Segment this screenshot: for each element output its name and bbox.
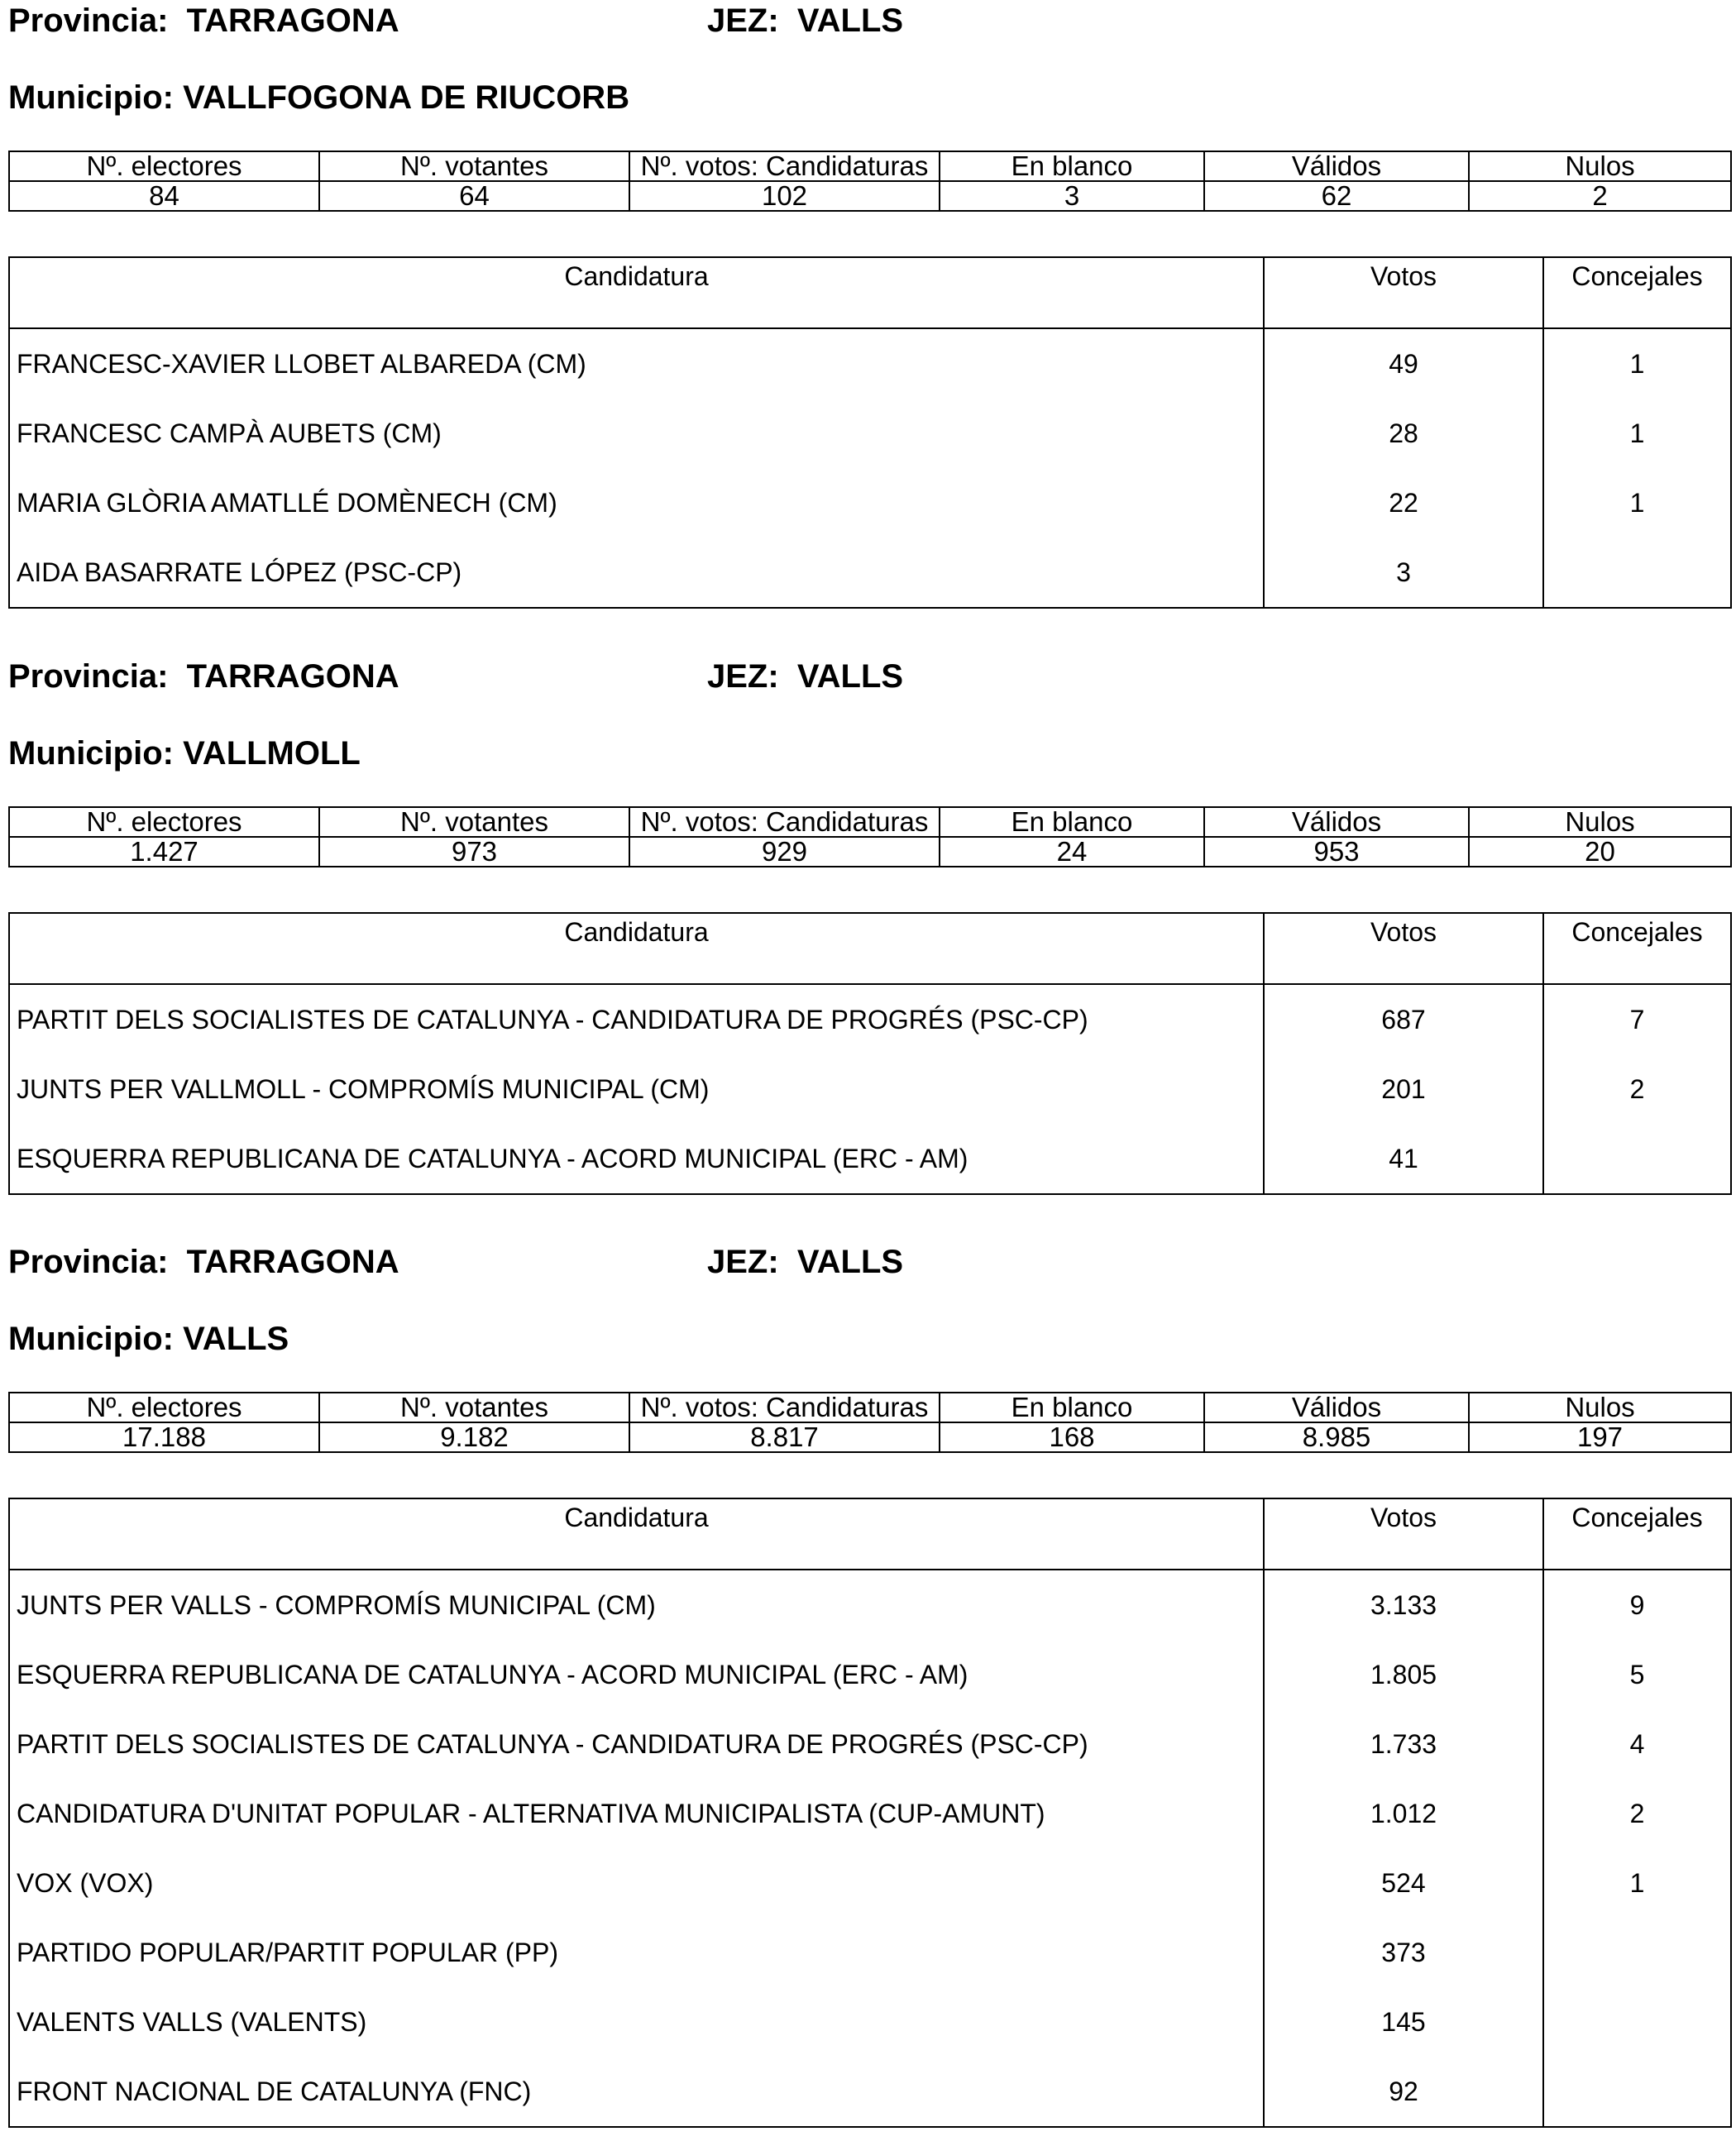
candidate-name: PARTIDO POPULAR/PARTIT POPULAR (PP) — [9, 1918, 1264, 1987]
table-row — [9, 468, 1731, 538]
candidate-votos: 201 — [1264, 1054, 1543, 1124]
validos-value: 953 — [1204, 837, 1469, 867]
stats-header-row — [9, 807, 1731, 837]
candidate-votos: 22 — [1264, 468, 1543, 538]
candidate-concejales — [1543, 1987, 1731, 2057]
candidate-name: MARIA GLÒRIA AMATLLÉ DOMÈNECH (CM) — [9, 468, 1264, 538]
en-blanco-value: 3 — [940, 181, 1204, 211]
votantes-value: 64 — [319, 181, 629, 211]
candidate-concejales: 9 — [1543, 1570, 1731, 1640]
table-row — [9, 1054, 1731, 1124]
validos-header: Válidos — [1204, 151, 1469, 181]
nulos-header: Nulos — [1469, 151, 1731, 181]
candidate-name: ESQUERRA REPUBLICANA DE CATALUNYA - ACORD MUNICIPAL (ERC - AM) — [9, 1640, 1264, 1709]
votos-candidaturas-value: 929 — [629, 837, 940, 867]
candidate-votos: 49 — [1264, 328, 1543, 399]
candidate-votos: 1.012 — [1264, 1779, 1543, 1848]
candidate-name: JUNTS PER VALLMOLL - COMPROMÍS MUNICIPAL (CM) — [9, 1054, 1264, 1124]
candidate-name: VALENTS VALLS (VALENTS) — [9, 1987, 1264, 2057]
candidate-name: FRONT NACIONAL DE CATALUNYA (FNC) — [9, 2057, 1264, 2127]
provincia-line — [8, 1241, 399, 1283]
provincia-line — [8, 0, 399, 41]
provincia-label: Provincia: — [8, 1244, 169, 1280]
candidate-concejales: 1 — [1543, 1848, 1731, 1918]
candidate-votos: 41 — [1264, 1124, 1543, 1194]
stats-header-row — [9, 1393, 1731, 1422]
provincia-value: TARRAGONA — [186, 658, 399, 695]
en-blanco-header: En blanco — [940, 151, 1204, 181]
votos-header: Votos — [1264, 1498, 1543, 1570]
concejales-header: Concejales — [1543, 1498, 1731, 1570]
stats-header-row — [9, 151, 1731, 181]
candidate-votos: 3 — [1264, 538, 1543, 608]
candidate-concejales: 1 — [1543, 399, 1731, 468]
municipio-section — [8, 1241, 1730, 2141]
candidate-votos: 687 — [1264, 984, 1543, 1054]
table-row — [9, 1570, 1731, 1640]
nulos-value: 20 — [1469, 837, 1731, 867]
candidate-concejales: 5 — [1543, 1640, 1731, 1709]
electores-value: 84 — [9, 181, 319, 211]
nulos-header: Nulos — [1469, 1393, 1731, 1422]
jez-label: JEZ: — [707, 2, 779, 39]
candidate-votos: 1.733 — [1264, 1709, 1543, 1779]
table-row — [9, 1779, 1731, 1848]
candidate-name: PARTIT DELS SOCIALISTES DE CATALUNYA - CANDIDATURA DE PROGRÉS (PSC-CP) — [9, 1709, 1264, 1779]
stats-value-row — [9, 1422, 1731, 1452]
candidate-votos: 524 — [1264, 1848, 1543, 1918]
votantes-header: Nº. votantes — [319, 807, 629, 837]
votos-candidaturas-header: Nº. votos: Candidaturas — [629, 151, 940, 181]
validos-value: 8.985 — [1204, 1422, 1469, 1452]
municipio-line — [8, 733, 361, 774]
jez-line — [707, 1241, 903, 1283]
votos-candidaturas-header: Nº. votos: Candidaturas — [629, 807, 940, 837]
candidatura-header: Candidatura — [9, 913, 1264, 984]
stats-table — [8, 806, 1732, 867]
jez-value: VALLS — [796, 2, 904, 39]
candidate-concejales: 1 — [1543, 328, 1731, 399]
candidate-name: CANDIDATURA D'UNITAT POPULAR - ALTERNATIVA MUNICIPALISTA (CUP-AMUNT) — [9, 1779, 1264, 1848]
candidate-votos: 28 — [1264, 399, 1543, 468]
votos-candidaturas-header: Nº. votos: Candidaturas — [629, 1393, 940, 1422]
candidate-concejales: 2 — [1543, 1054, 1731, 1124]
votos-header: Votos — [1264, 257, 1543, 328]
candidate-name: PARTIT DELS SOCIALISTES DE CATALUNYA - CANDIDATURA DE PROGRÉS (PSC-CP) — [9, 984, 1264, 1054]
provincia-value: TARRAGONA — [186, 1244, 399, 1280]
municipio-value: VALLFOGONA DE RIUCORB — [183, 79, 630, 116]
nulos-header: Nulos — [1469, 807, 1731, 837]
provincia-value: TARRAGONA — [186, 2, 399, 39]
candidate-concejales — [1543, 538, 1731, 608]
municipio-section — [8, 656, 1730, 1197]
votantes-header: Nº. votantes — [319, 151, 629, 181]
electores-value: 17.188 — [9, 1422, 319, 1452]
candidates-header-row — [9, 913, 1731, 984]
candidate-name: ESQUERRA REPUBLICANA DE CATALUNYA - ACORD MUNICIPAL (ERC - AM) — [9, 1124, 1264, 1194]
candidates-table — [8, 1498, 1732, 2128]
en-blanco-header: En blanco — [940, 807, 1204, 837]
candidate-votos: 3.133 — [1264, 1570, 1543, 1640]
electores-header: Nº. electores — [9, 151, 319, 181]
provincia-line — [8, 656, 399, 697]
candidatura-header: Candidatura — [9, 1498, 1264, 1570]
candidate-name: FRANCESC CAMPÀ AUBETS (CM) — [9, 399, 1264, 468]
candidate-votos: 145 — [1264, 1987, 1543, 2057]
table-row — [9, 328, 1731, 399]
candidate-votos: 373 — [1264, 1918, 1543, 1987]
votos-candidaturas-value: 102 — [629, 181, 940, 211]
candidatura-header: Candidatura — [9, 257, 1264, 328]
table-row — [9, 399, 1731, 468]
municipio-line — [8, 77, 629, 118]
candidates-table — [8, 912, 1732, 1195]
candidates-table — [8, 256, 1732, 609]
municipio-section — [8, 0, 1730, 612]
stats-table — [8, 151, 1732, 212]
table-row — [9, 1709, 1731, 1779]
candidate-name: AIDA BASARRATE LÓPEZ (PSC-CP) — [9, 538, 1264, 608]
validos-header: Válidos — [1204, 807, 1469, 837]
table-row — [9, 1987, 1731, 2057]
municipio-value: VALLMOLL — [183, 735, 361, 772]
table-row — [9, 538, 1731, 608]
candidate-concejales: 4 — [1543, 1709, 1731, 1779]
candidate-concejales — [1543, 2057, 1731, 2127]
jez-line — [707, 0, 903, 41]
stats-value-row — [9, 181, 1731, 211]
candidate-concejales: 7 — [1543, 984, 1731, 1054]
concejales-header: Concejales — [1543, 257, 1731, 328]
votantes-header: Nº. votantes — [319, 1393, 629, 1422]
candidate-concejales: 2 — [1543, 1779, 1731, 1848]
table-row — [9, 1124, 1731, 1194]
nulos-value: 197 — [1469, 1422, 1731, 1452]
candidate-votos: 1.805 — [1264, 1640, 1543, 1709]
table-row — [9, 2057, 1731, 2127]
candidate-name: FRANCESC-XAVIER LLOBET ALBAREDA (CM) — [9, 328, 1264, 399]
votantes-value: 9.182 — [319, 1422, 629, 1452]
candidate-name: VOX (VOX) — [9, 1848, 1264, 1918]
en-blanco-value: 24 — [940, 837, 1204, 867]
jez-line — [707, 656, 903, 697]
table-row — [9, 1918, 1731, 1987]
candidate-name: JUNTS PER VALLS - COMPROMÍS MUNICIPAL (CM) — [9, 1570, 1264, 1640]
provincia-label: Provincia: — [8, 658, 169, 695]
candidate-votos: 92 — [1264, 2057, 1543, 2127]
jez-label: JEZ: — [707, 658, 779, 695]
municipio-label: Municipio: — [8, 735, 174, 772]
candidate-concejales — [1543, 1918, 1731, 1987]
votos-candidaturas-value: 8.817 — [629, 1422, 940, 1452]
candidates-header-row — [9, 257, 1731, 328]
votantes-value: 973 — [319, 837, 629, 867]
table-row — [9, 984, 1731, 1054]
municipio-label: Municipio: — [8, 79, 174, 116]
candidates-header-row — [9, 1498, 1731, 1570]
jez-value: VALLS — [796, 658, 904, 695]
table-row — [9, 1640, 1731, 1709]
stats-table — [8, 1392, 1732, 1453]
validos-value: 62 — [1204, 181, 1469, 211]
en-blanco-header: En blanco — [940, 1393, 1204, 1422]
jez-value: VALLS — [796, 1244, 904, 1280]
electores-header: Nº. electores — [9, 807, 319, 837]
votos-header: Votos — [1264, 913, 1543, 984]
jez-label: JEZ: — [707, 1244, 779, 1280]
electores-value: 1.427 — [9, 837, 319, 867]
nulos-value: 2 — [1469, 181, 1731, 211]
provincia-label: Provincia: — [8, 2, 169, 39]
validos-header: Válidos — [1204, 1393, 1469, 1422]
candidate-concejales: 1 — [1543, 468, 1731, 538]
table-row — [9, 1848, 1731, 1918]
concejales-header: Concejales — [1543, 913, 1731, 984]
municipio-line — [8, 1318, 289, 1360]
municipio-value: VALLS — [183, 1321, 289, 1357]
electores-header: Nº. electores — [9, 1393, 319, 1422]
candidate-concejales — [1543, 1124, 1731, 1194]
municipio-label: Municipio: — [8, 1321, 174, 1357]
en-blanco-value: 168 — [940, 1422, 1204, 1452]
stats-value-row — [9, 837, 1731, 867]
